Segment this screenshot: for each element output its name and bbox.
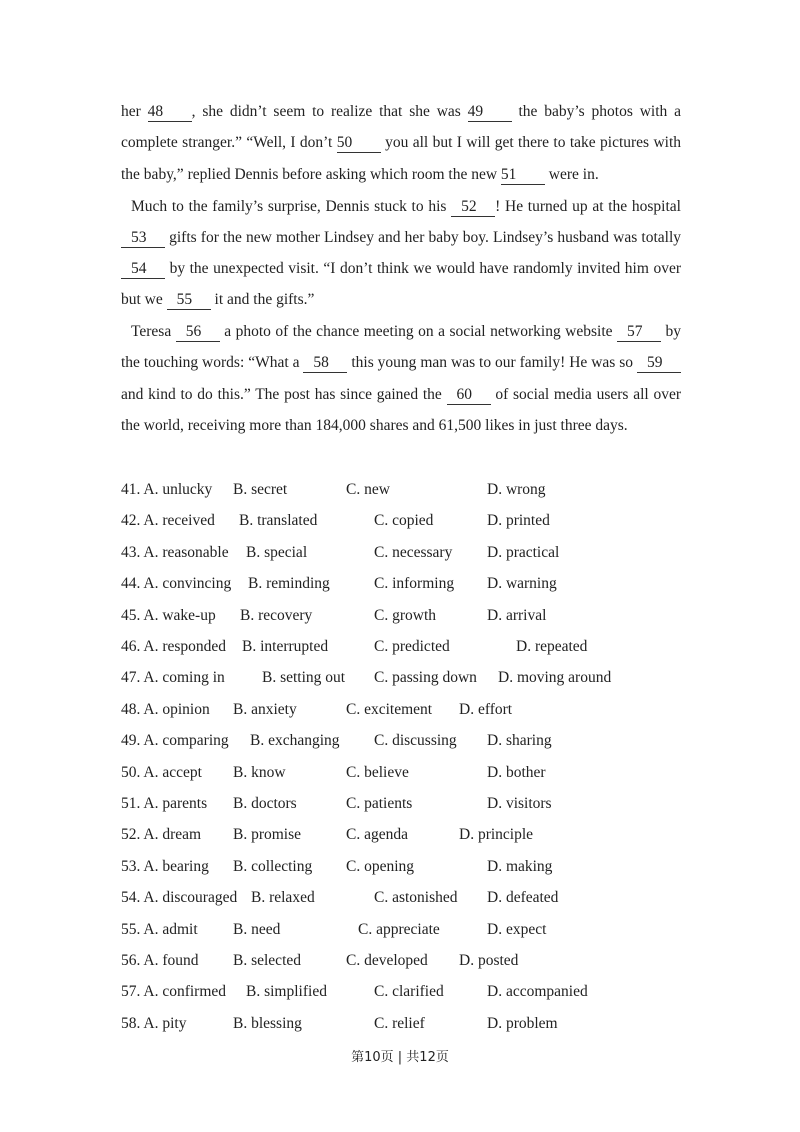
question-row bbox=[121, 951, 681, 982]
passage-text: you all but I will get there to take pictures with the baby,” replied Dennis before asking which room the new bbox=[121, 134, 681, 183]
option-a: 46. A. responded bbox=[121, 638, 227, 655]
option-a: 50. A. accept bbox=[121, 763, 202, 781]
option-a: 51. A. parents bbox=[121, 795, 208, 812]
option-d: D. visitors bbox=[487, 795, 552, 812]
option-d: D. repeated bbox=[516, 638, 588, 655]
passage-paragraph bbox=[121, 316, 681, 441]
option-a: 42. A. received bbox=[121, 512, 215, 530]
option-c: C. clarified bbox=[374, 983, 444, 1001]
passage-text: it and the gifts.” bbox=[210, 291, 315, 309]
option-c: C. developed bbox=[346, 952, 428, 969]
option-b: B. relaxed bbox=[251, 889, 315, 907]
passage-text: a photo of the chance meeting on a social networking website bbox=[219, 323, 618, 340]
page-footer: 第10页 | 共12页 bbox=[351, 1050, 449, 1065]
passage-text: her bbox=[121, 103, 148, 120]
option-a: 52. A. dream bbox=[121, 826, 202, 844]
option-b: B. special bbox=[246, 543, 308, 561]
option-b: B. selected bbox=[233, 952, 302, 969]
blank-number: 59 bbox=[637, 354, 681, 373]
option-a: 53. A. bearing bbox=[121, 857, 209, 875]
option-a: 45. A. wake-up bbox=[121, 606, 216, 624]
option-c: C. growth bbox=[374, 606, 436, 624]
passage-text: Much to the family’s surprise, Dennis stuck to his bbox=[131, 197, 452, 215]
question-row bbox=[121, 731, 681, 762]
option-a: 55. A. admit bbox=[121, 920, 198, 938]
option-d: D. making bbox=[487, 857, 553, 875]
option-d: D. printed bbox=[487, 512, 550, 530]
passage-text: and kind to do this.” The post has since gained the bbox=[121, 385, 447, 403]
option-d: D. accompanied bbox=[487, 983, 588, 1001]
option-c: C. predicted bbox=[374, 638, 450, 655]
option-b: B. secret bbox=[233, 481, 288, 498]
option-b: B. exchanging bbox=[250, 732, 340, 750]
option-c: C. astonished bbox=[374, 889, 458, 907]
question-row bbox=[121, 543, 681, 574]
option-d: D. bother bbox=[487, 763, 546, 781]
question-row bbox=[121, 700, 681, 731]
option-b: B. setting out bbox=[262, 669, 346, 687]
option-c: C. appreciate bbox=[358, 920, 440, 938]
option-a: 57. A. confirmed bbox=[121, 983, 227, 1001]
option-d: D. posted bbox=[459, 952, 519, 969]
option-d: D. defeated bbox=[487, 889, 559, 907]
option-d: D. problem bbox=[487, 1014, 558, 1032]
option-b: B. know bbox=[233, 763, 286, 781]
option-c: C. informing bbox=[374, 575, 455, 593]
option-d: D. arrival bbox=[487, 606, 547, 624]
option-c: C. copied bbox=[374, 512, 434, 530]
blank-number: 56 bbox=[176, 323, 220, 342]
passage-paragraph bbox=[121, 96, 681, 190]
option-d: D. practical bbox=[487, 543, 560, 561]
blank-number: 57 bbox=[617, 323, 661, 342]
blank-number: 55 bbox=[167, 291, 211, 310]
option-a: 54. A. discouraged bbox=[121, 889, 238, 907]
blank-number: 53 bbox=[121, 229, 165, 248]
blank-number: 51 bbox=[501, 166, 545, 185]
passage-text: , she didn’t seem to realize that she was bbox=[191, 103, 468, 120]
option-c: C. excitement bbox=[346, 700, 433, 718]
question-row bbox=[121, 511, 681, 542]
option-a: 56. A. found bbox=[121, 952, 199, 969]
passage-text: by the touching words: “What a bbox=[121, 323, 682, 372]
blank-number: 50 bbox=[337, 134, 381, 153]
option-b: B. translated bbox=[239, 512, 318, 530]
option-c: C. opening bbox=[346, 857, 415, 875]
blank-number: 60 bbox=[447, 386, 491, 405]
passage-text: by the unexpected visit. “I don’t think we would have randomly invited him over but we bbox=[121, 260, 681, 309]
option-c: C. relief bbox=[374, 1014, 425, 1032]
question-row bbox=[121, 888, 681, 919]
option-d: D. principle bbox=[459, 826, 534, 844]
passage-text: were in. bbox=[544, 165, 599, 183]
blank-number: 48 bbox=[148, 103, 192, 122]
option-d: D. moving around bbox=[498, 669, 612, 687]
option-c: C. patients bbox=[346, 795, 413, 812]
option-c: C. agenda bbox=[346, 826, 408, 844]
option-a: 58. A. pity bbox=[121, 1014, 187, 1032]
option-b: B. need bbox=[233, 920, 281, 938]
option-b: B. collecting bbox=[233, 857, 313, 875]
question-row bbox=[121, 574, 681, 605]
question-row bbox=[121, 1014, 681, 1045]
option-a: 44. A. convincing bbox=[121, 575, 232, 593]
question-row bbox=[121, 763, 681, 794]
blank-number: 49 bbox=[468, 103, 512, 122]
option-a: 48. A. opinion bbox=[121, 700, 210, 718]
passage-text: this young man was to our family! He was so bbox=[347, 354, 637, 372]
option-d: D. warning bbox=[487, 575, 557, 593]
option-d: D. sharing bbox=[487, 732, 552, 750]
option-d: D. effort bbox=[459, 700, 513, 718]
option-b: B. blessing bbox=[233, 1014, 302, 1032]
question-row bbox=[121, 794, 681, 825]
question-row bbox=[121, 825, 681, 856]
question-row bbox=[121, 982, 681, 1013]
passage-text: gifts for the new mother Lindsey and her baby boy. Lindsey’s husband was totally bbox=[165, 228, 681, 246]
question-row bbox=[121, 480, 681, 511]
question-row bbox=[121, 606, 681, 637]
option-a: 49. A. comparing bbox=[121, 732, 229, 750]
passage-text: of social media users all over the world, receiving more than 184,000 shares and 61,500 likes in just three days. bbox=[121, 385, 682, 434]
option-d: D. expect bbox=[487, 920, 547, 938]
option-b: B. simplified bbox=[246, 983, 327, 1001]
passage-text: Teresa bbox=[131, 323, 176, 340]
option-a: 41. A. unlucky bbox=[121, 481, 213, 498]
blank-number: 58 bbox=[303, 354, 347, 373]
option-b: B. recovery bbox=[240, 606, 313, 624]
question-row bbox=[121, 668, 681, 699]
option-b: B. reminding bbox=[248, 575, 330, 593]
option-c: C. necessary bbox=[374, 543, 453, 561]
blank-number: 54 bbox=[121, 260, 165, 279]
passage-text: ! He turned up at the hospital bbox=[495, 197, 681, 215]
passage-text: the baby’s photos with a complete stranger.” “Well, I don’t bbox=[121, 103, 681, 152]
option-c: C. believe bbox=[346, 763, 409, 781]
question-row bbox=[121, 857, 681, 888]
option-b: B. promise bbox=[233, 826, 302, 844]
option-b: B. anxiety bbox=[233, 700, 297, 718]
option-a: 43. A. reasonable bbox=[121, 543, 229, 561]
option-d: D. wrong bbox=[487, 481, 546, 498]
option-b: B. interrupted bbox=[242, 638, 329, 655]
blank-number: 52 bbox=[451, 198, 495, 217]
option-a: 47. A. coming in bbox=[121, 669, 225, 687]
question-row bbox=[121, 920, 681, 951]
option-b: B. doctors bbox=[233, 795, 297, 812]
passage-paragraph bbox=[121, 191, 681, 316]
option-c: C. passing down bbox=[374, 669, 477, 687]
option-c: C. discussing bbox=[374, 732, 457, 750]
question-row bbox=[121, 637, 681, 668]
option-c: C. new bbox=[346, 481, 390, 498]
